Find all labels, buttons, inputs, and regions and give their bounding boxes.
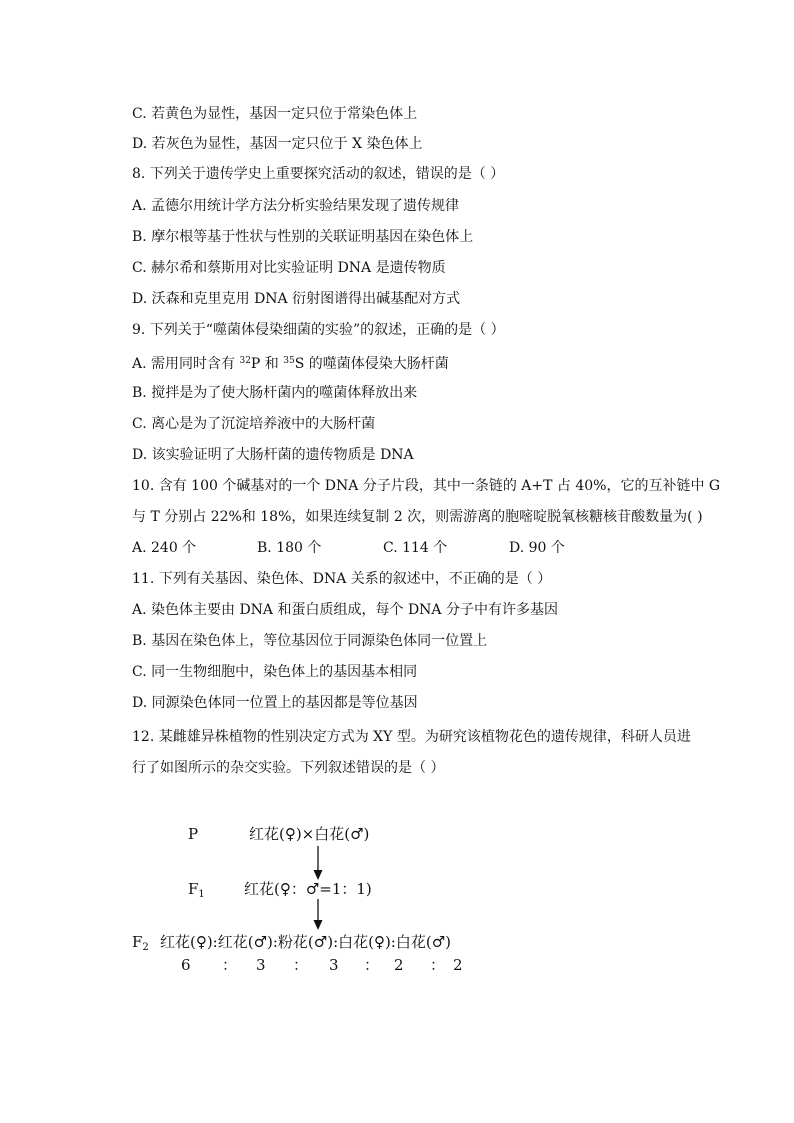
text-line-q9c: C. 离心是为了沉淀培养液中的大肠杆菌 (132, 416, 376, 432)
text-line-q12b: 行了如图所示的杂交实验。下列叙述错误的是（ ） (132, 760, 445, 776)
f2-text: 红花(♀):红花(♂):粉花(♂):白花(♀):白花(♂) (160, 933, 452, 951)
text-line-q11a: A. 染色体主要由 DNA 和蛋白质组成，每个 DNA 分子中有许多基因 (132, 602, 558, 618)
text-line-q8a: A. 孟德尔用统计学方法分析实验结果发现了遗传规律 (132, 198, 460, 214)
f1-label: $F_1$ (188, 880, 205, 900)
f2-label: $F_2$ (132, 933, 149, 953)
ratio-4: 3 (329, 956, 339, 974)
text-line-q11b: B. 基因在染色体上，等位基因位于同源染色体同一位置上 (132, 633, 488, 649)
q10-option-0: A. 240 个 (132, 540, 197, 556)
q10-option-3: D. 90 个 (509, 540, 565, 556)
text-line-q8d: D. 沃森和克里克用 DNA 衍射图谱得出碱基配对方式 (132, 291, 461, 307)
text-line-q10b: 与 T 分别占 22%和 18%，如果连续复制 2 次，则需游离的胞嘧啶脱氧核糖核苷酸数量为( ) (132, 509, 703, 525)
ratio-1: ： (222, 956, 238, 974)
ratio-7: ： (430, 956, 446, 974)
text-line-q8: 8. 下列关于遗传学史上重要探究活动的叙述，错误的是（ ） (132, 166, 505, 182)
text-line-q9b: B. 搅拌是为了使大肠杆菌内的噬菌体释放出来 (132, 385, 418, 401)
q9-option-a: A. 需用同时含有 $^{32}$P 和 $^{35}$S 的噬菌体侵染大肠杆菌 (132, 356, 449, 372)
text-line-q12a: 12. 某雌雄异株植物的性别决定方式为 XY 型。为研究该植物花色的遗传规律，科研人员进 (132, 729, 691, 745)
text-line-q9d: D. 该实验证明了大肠杆菌的遗传物质是 DNA (132, 447, 414, 463)
ratio-8: 2 (453, 956, 463, 974)
f1-text: 红花(♀：♂=1：1) (244, 880, 372, 898)
text-line-q11: 11. 下列有关基因、染色体、DNA 关系的叙述中，不正确的是（ ） (132, 571, 552, 587)
p-label: P (188, 825, 199, 843)
arrow-f1-to-f2 (314, 899, 323, 930)
arrow-p-to-f1 (314, 846, 323, 880)
p-cross: 红花(♀)×白花(♂) (249, 825, 370, 843)
text-line-q8c: C. 赫尔希和蔡斯用对比实验证明 DNA 是遗传物质 (132, 260, 446, 276)
ratio-6: 2 (394, 956, 404, 974)
ratio-2: 3 (256, 956, 266, 974)
text-line-q8b: B. 摩尔根等基于性状与性别的关联证明基因在染色体上 (132, 229, 474, 245)
ratio-3: ： (293, 956, 309, 974)
text-line-q10a: 10. 含有 100 个碱基对的一个 DNA 分子片段，其中一条链的 A+T 占 40%，它的互补链中 G (132, 478, 721, 494)
text-line-q9: 9. 下列关于“噬菌体侵染细菌的实验”的叙述，正确的是（ ） (132, 322, 505, 338)
text-line-q7d: D. 若灰色为显性，基因一定只位于 X 染色体上 (132, 136, 423, 152)
q10-option-2: C. 114 个 (383, 540, 448, 556)
text-line-q11c: C. 同一生物细胞中，染色体上的基因基本相同 (132, 664, 418, 680)
q10-option-1: B. 180 个 (257, 540, 322, 556)
text-line-q7c: C. 若黄色为显性，基因一定只位于常染色体上 (132, 106, 418, 122)
text-line-q11d: D. 同源染色体同一位置上的基因都是等位基因 (132, 695, 418, 711)
ratio-5: ： (364, 956, 380, 974)
ratio-0: 6 (181, 956, 191, 974)
